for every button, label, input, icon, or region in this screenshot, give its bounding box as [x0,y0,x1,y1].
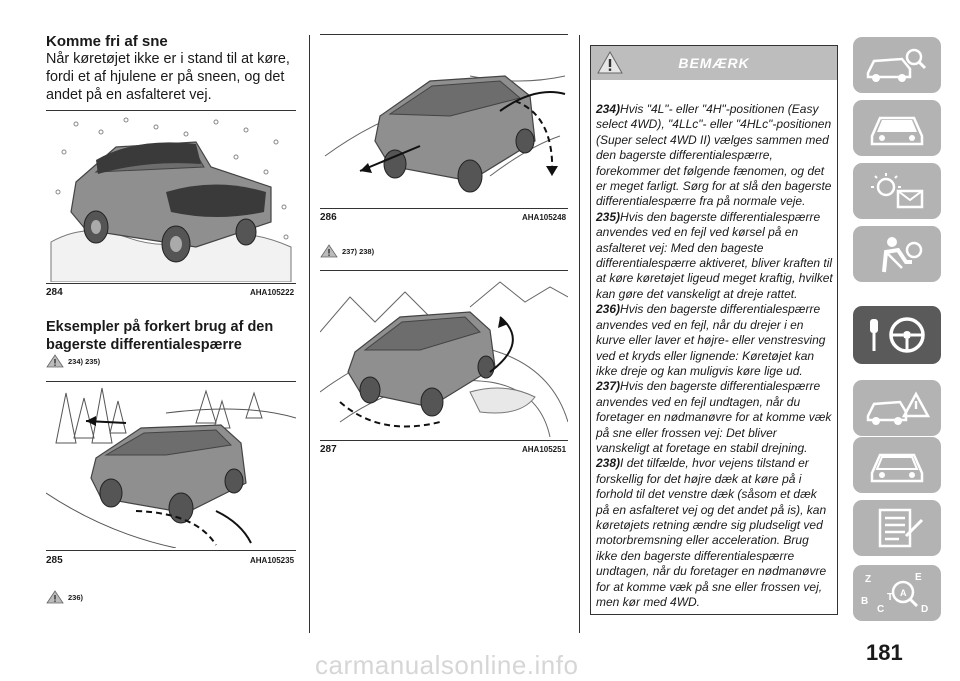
page-number: 181 [866,640,903,665]
warning-reference-text: 234) 235) [68,356,101,366]
warning-triangle-icon [46,354,64,368]
note-item [596,210,833,302]
note-header [591,46,837,80]
note-title: BEMÆRK [678,55,750,71]
note-item-number: 238) [596,456,621,471]
figure-286-number: 286 [320,212,337,223]
note-item [596,456,833,610]
column-divider [309,35,310,633]
figure-287-code: AHA105251 [522,445,567,454]
tab-starting-driving[interactable] [853,306,941,364]
note-item-number: 234) [596,102,621,116]
tab-technical-data[interactable] [853,500,941,556]
index-letter: Z [865,574,872,585]
seatbelt-airbag-icon [862,232,932,276]
divider [46,283,296,284]
car-dashboard-icon [862,106,932,150]
figure-286-illustration [320,36,568,206]
checklist-icon [862,506,932,550]
warning-triangle-icon [46,590,64,604]
figure-284-number: 284 [46,287,63,298]
note-item [596,102,833,210]
note-item-number: 236) [596,302,621,317]
figure-284-illustration [46,112,296,282]
note-item-number: 237) [596,379,621,394]
note-item [596,302,833,379]
tab-maintenance[interactable] [853,437,941,493]
note-item [596,379,833,456]
index-letter: T [887,592,894,603]
divider [46,550,296,551]
note-item-number: 235) [596,209,621,224]
tab-emergency[interactable] [853,380,941,436]
figure-284-code: AHA105222 [250,288,295,297]
figure-286-code: AHA105248 [522,213,567,222]
tab-index[interactable] [853,565,941,621]
note-item-text: I det tilfælde, hvor vejens tilstand er forskellig for det højre dæk at køre på i forhold til det venstre dæk (såsom et dæk på en asfalteret vej og det andet på is), kan køretøjets retning ændre sig pludseligt ved motorbremsning eller acceleration. Brug ikke den bagerste differentialespærre undtagen, når du foretager en nødmanøvre for at komme væk på sne eller frossen vej, men kør med 4WD. [596,456,827,609]
figure-285-illustration [46,383,296,548]
section-heading: Komme fri af sne [46,33,168,50]
note-box [590,45,838,615]
warning-triangle-icon [597,51,623,74]
key-steering-wheel-icon [862,313,932,357]
note-item-text: Hvis den bagerste differentialespærre anvendes ved en fejl undtagen, når du foretager en nødmanøvre for at komme væk på sne eller frossen vej: Det bliver vanskeligt at foretage en stabil drejning. [596,379,832,455]
index-letter: A [900,588,907,598]
car-warning-triangle-icon [862,386,932,430]
figure-287-number: 287 [320,444,337,455]
note-item-text: Hvis den bagerste differentialespærre anvendes ved en fejl ved kørsel på en asfalteret vej: Med den bageste differentialespærre aktiveret, bliver kraften til at køre køretøjet ligeud meget kraftig, hvilket kan gøre det vanskeligt at dreje rattet. [596,209,833,301]
divider [320,440,568,441]
tab-warning-lights[interactable] [853,163,941,219]
tab-car-search[interactable] [853,37,941,93]
tab-safety[interactable] [853,226,941,282]
index-letter: D [921,604,929,615]
column-divider [579,35,580,633]
figure-285-number: 285 [46,555,63,566]
warning-reference [320,244,374,258]
warning-reference [46,590,83,604]
watermark: carmanualsonline.info [315,650,579,680]
note-body [591,80,837,610]
alphabet-index-icon [857,568,937,618]
index-letter: E [915,572,922,583]
figure-285-code: AHA105235 [250,556,295,565]
divider [320,270,568,271]
warning-reference-text: 237) 238) [342,246,375,256]
warning-reference [46,354,100,368]
warning-reference-text: 236) [68,592,84,602]
intro-paragraph: Når køretøjet ikke er i stand til at køre, fordi et af hjulene er på sneen, og det andet på en asfalteret vej. [46,51,290,103]
divider [46,110,296,111]
warning-triangle-icon [320,244,338,258]
note-item-text: Hvis "4L"- eller "4H"-positionen (Easy select 4WD), "4LLc"- eller "4HLc"-positionen (Super select 4WD II) vælges sammen med den bagerste differentialespærre, forekommer det følgende fænomen, og det er meget farligt. Sørg for at slå den bagerste differentialespærre fra på normale veje. [596,102,832,209]
index-letter: C [877,604,885,615]
tab-car-dashboard[interactable] [853,100,941,156]
index-letter: B [861,596,869,607]
figure-287-illustration [320,272,568,437]
divider [320,34,568,35]
divider [46,381,296,382]
car-search-icon [862,43,932,87]
subheading: Eksempler på forkert brug af den bagerste differentialespærre [46,319,274,353]
divider [320,208,568,209]
note-item-text: Hvis den bagerste differentialespærre anvendes ved en fejl, når du drejer i en kurve eller laver et højre- eller venstresving ved et kryds eller lignende: Køretøjet kan ikke dreje og kan muligvis køre lige ud. [596,302,826,378]
car-service-icon [862,443,932,487]
warning-light-envelope-icon [862,169,932,213]
